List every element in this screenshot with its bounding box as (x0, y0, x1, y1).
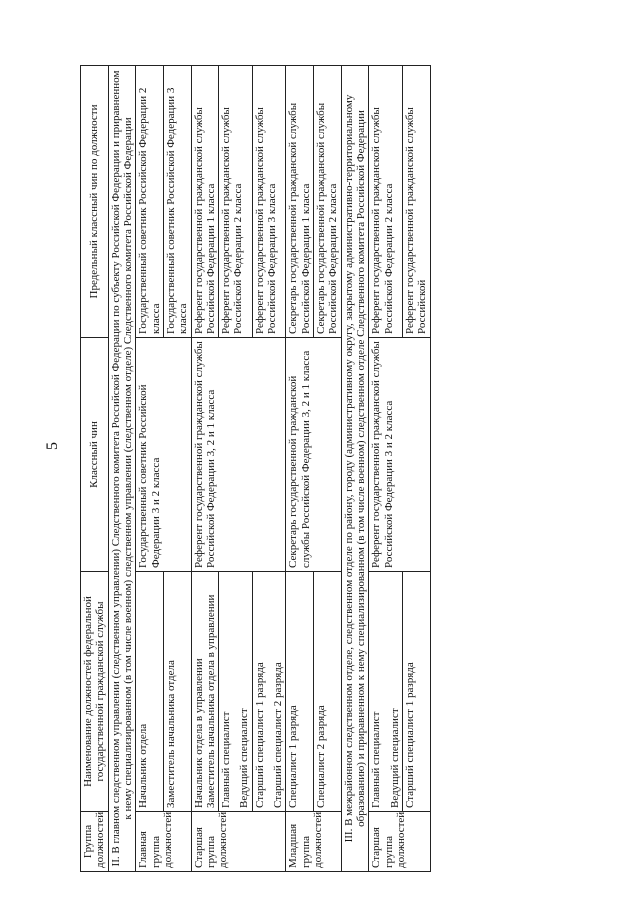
header-limit: Предельный классный чин по должности (81, 66, 109, 338)
limit-cell: Государственный советник Российской Федерации 3 класса (163, 66, 191, 338)
position-line: Начальник отдела в управлении (192, 658, 205, 808)
position-cell (252, 572, 286, 812)
limit-cell: Референт государственной гражданской службы Российской (402, 66, 430, 338)
position-cell: Специалист 2 разряда (314, 572, 342, 812)
table-row (369, 66, 403, 872)
rank-cell: Государственный советник Российской Федерации 3 и 2 класса (136, 338, 191, 572)
position-line: Заместитель начальника отдела в управлении (204, 594, 217, 808)
header-positions: Наименование должностей федеральной государственной гражданской службы (81, 572, 109, 812)
position-cell: Специалист 1 разряда (286, 572, 314, 812)
header-group: Группа должностей (81, 812, 109, 872)
limit-cell: Государственный советник Российской Федерации 2 класса (136, 66, 164, 338)
table-row (286, 66, 314, 872)
position-cell (369, 572, 403, 812)
table-row (136, 66, 164, 872)
page-number: 5 (44, 442, 61, 450)
rank-cell: Секретарь государственной гражданской службы Российской Федерации 3, 2 и 1 класса (286, 338, 341, 572)
limit-cell: Референт государственной гражданской службы Российской Федерации 2 класса (219, 66, 253, 338)
section-title-row (108, 66, 136, 872)
section3-title: III. В межрайонном следственном отделе, следственном отделе по району, городу (административному округу, закрытому административно-территориальному образованию) и приравненном к нему специализированном (в том числе военном) следственном отделе Следственного комитета Российской Федерации (341, 66, 369, 872)
header-rank: Классный чин (81, 338, 109, 572)
position-line: Ведущий специалист (238, 708, 251, 808)
limit-cell: Референт государственной гражданской службы Российской Федерации 1 класса (191, 66, 219, 338)
position-line: Главный специалист (220, 711, 233, 808)
table-header-row (81, 66, 109, 872)
table-row (191, 66, 219, 872)
position-cell: Старший специалист 1 разряда (402, 572, 430, 812)
group-cell: Старшая группа должностей (191, 812, 286, 872)
section-title-row (341, 66, 369, 872)
position-line: Старший специалист 2 разряда (272, 662, 285, 808)
position-line: Ведущий специалист (388, 708, 401, 808)
limit-cell: Секретарь государственной гражданской службы Российской Федерации 2 класса (314, 66, 342, 338)
rank-cell: Референт государственной гражданской службы Российской Федерации 3 и 2 класса (369, 338, 430, 572)
group-cell: Младшая группа должностей (286, 812, 341, 872)
position-line: Старший специалист 1 разряда (253, 662, 266, 808)
group-cell: Старшая группа должностей (369, 812, 430, 872)
rank-cell: Референт государственной гражданской службы Российской Федерации 3, 2 и 1 класса (191, 338, 286, 572)
limit-cell: Референт государственной гражданской службы Российской Федерации 3 класса (252, 66, 286, 338)
class-rank-table (80, 65, 431, 872)
section2-title: II. В главном следственном управлении (следственном управлении) Следственного комитета Российской Федерации по субъекту Российской Федерации и приравненном к нему специализированном (в том числе военном) следственном управлении (следственном отделе) Следственного комитета Российской Федерации (108, 66, 136, 872)
group-cell: Главная группа должностей (136, 812, 191, 872)
position-cell: Начальник отдела (136, 572, 164, 812)
position-line: Главный специалист (370, 711, 383, 808)
position-cell: Заместитель начальника отдела (163, 572, 191, 812)
limit-cell: Секретарь государственной гражданской службы Российской Федерации 1 класса (286, 66, 314, 338)
position-cell (191, 572, 219, 812)
limit-cell: Референт государственной гражданской службы Российской Федерации 2 класса (369, 66, 403, 338)
rotated-table-container (80, 66, 609, 872)
position-cell (219, 572, 253, 812)
